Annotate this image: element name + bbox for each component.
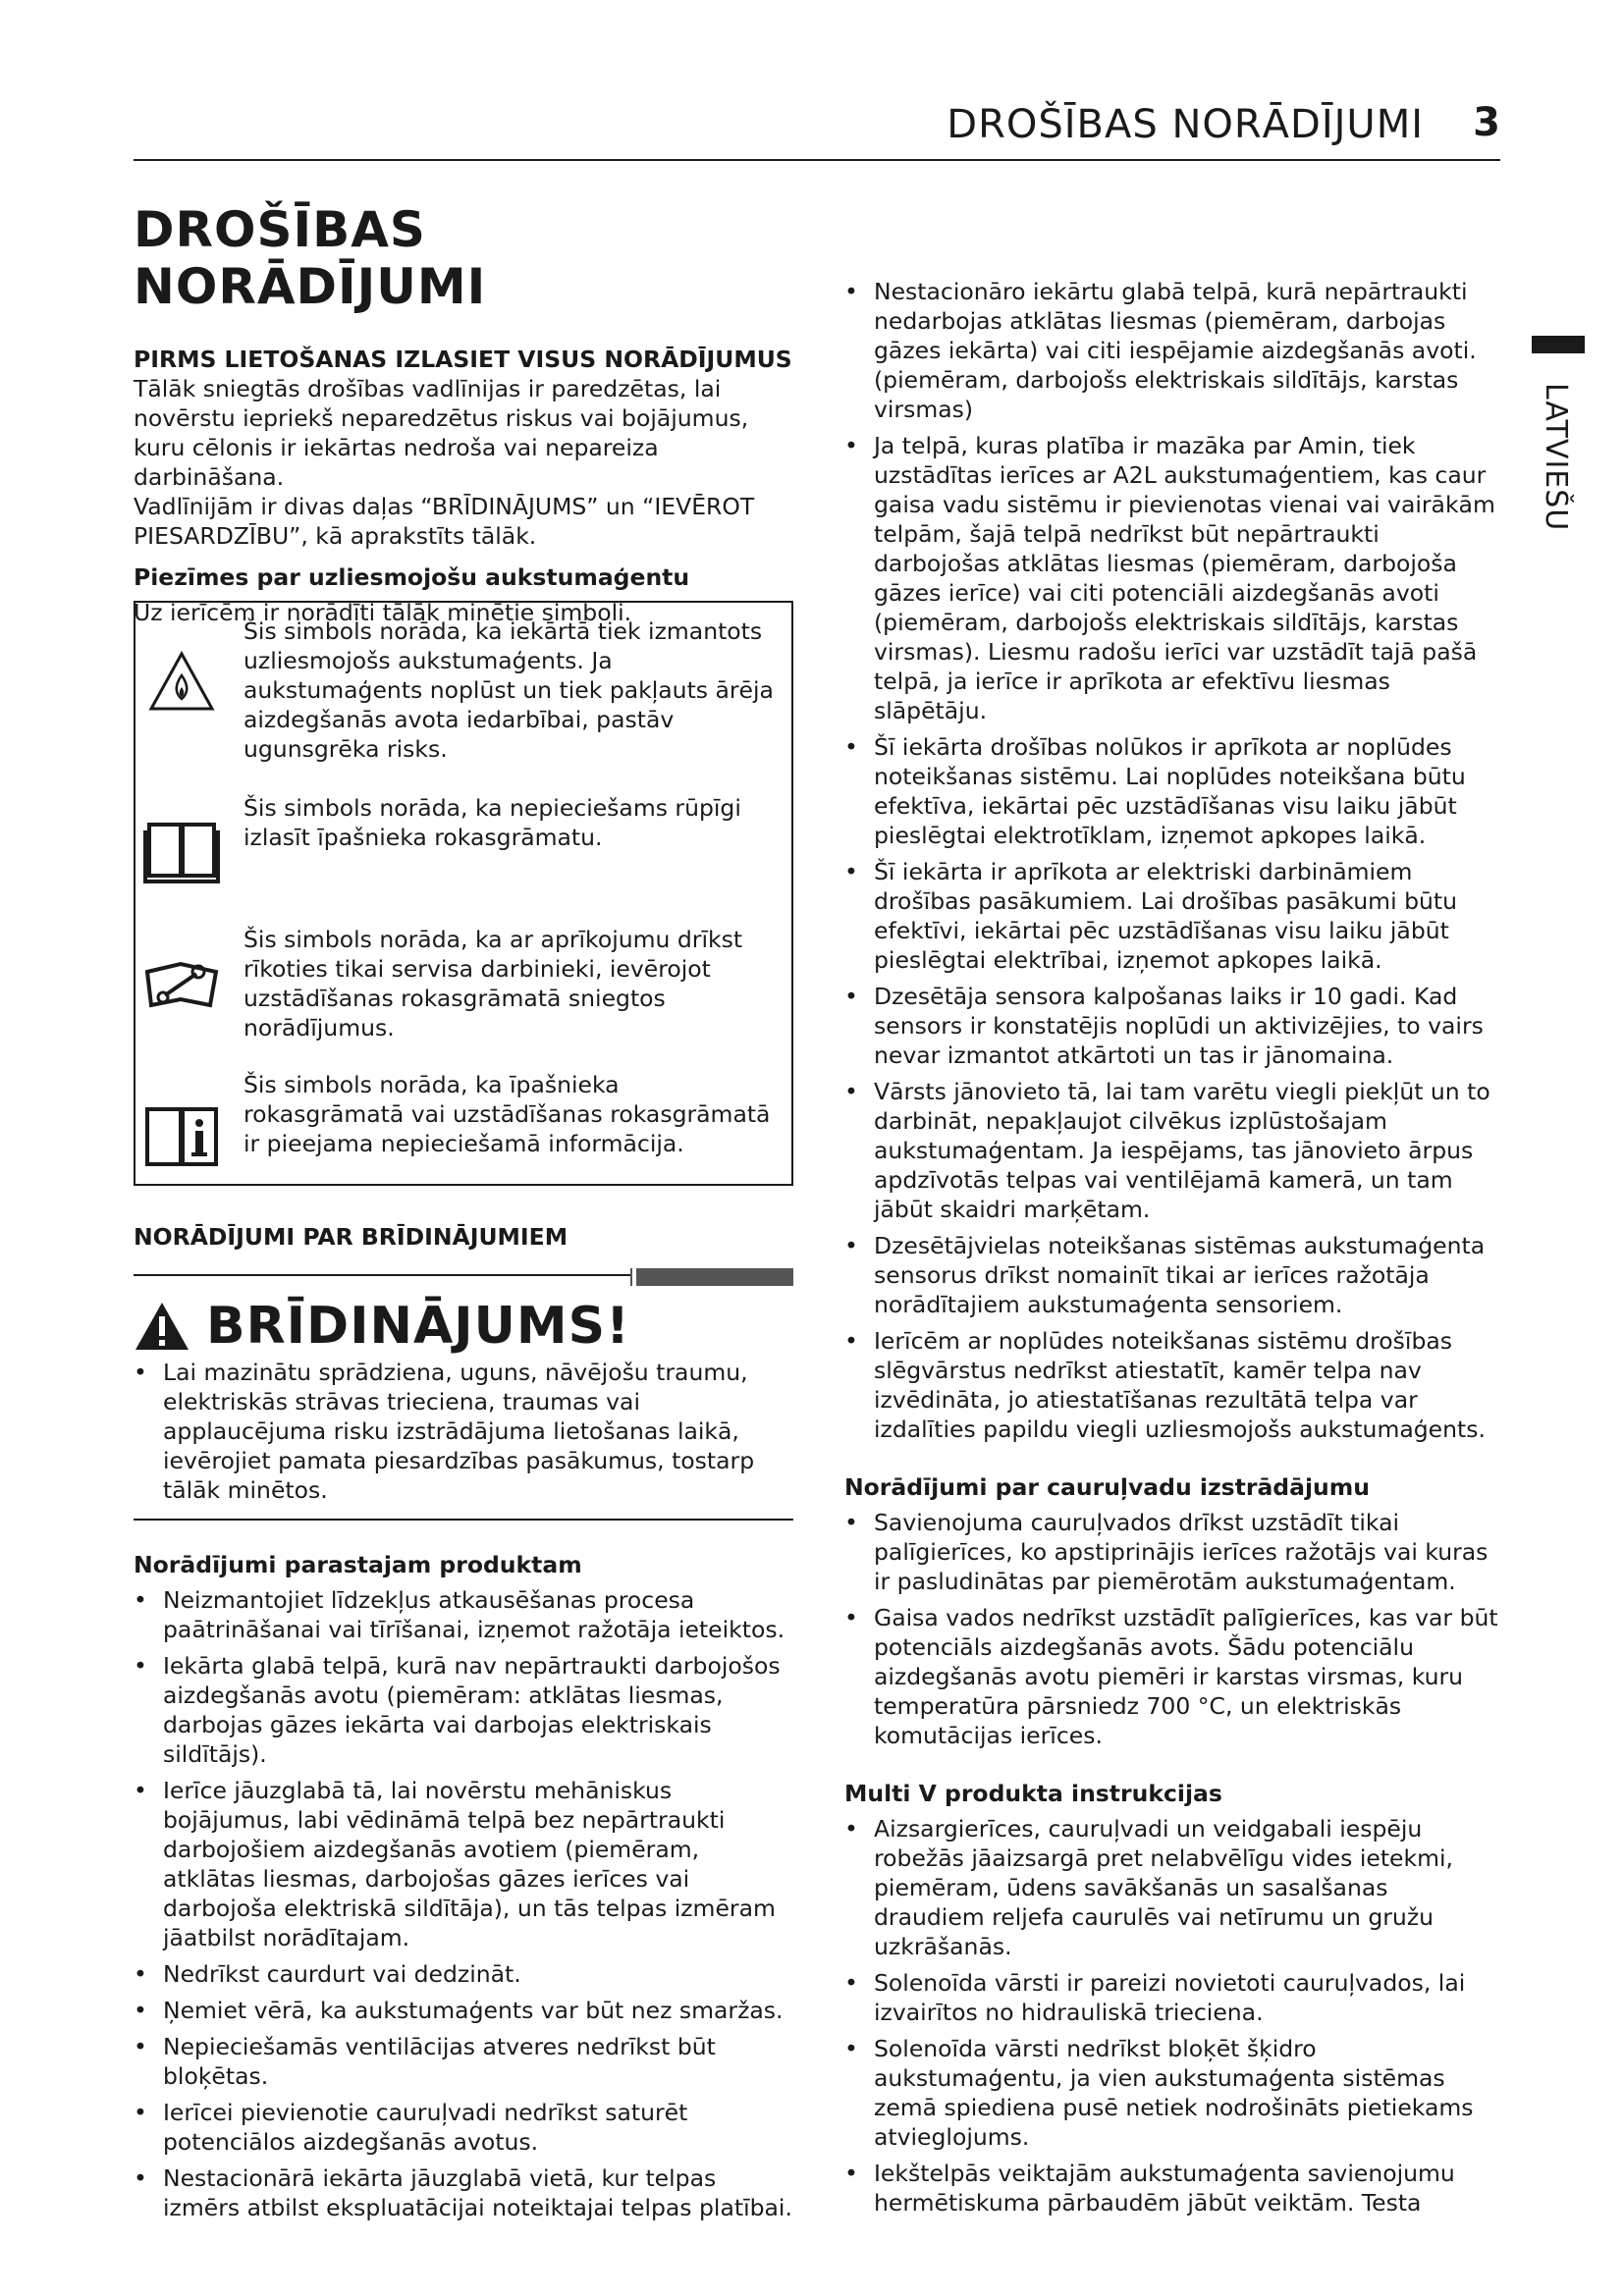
list-item: • Vārsts jānovieto tā, lai tam varētu viegli piekļūt un to darbināt, nepakļaujot cilvēkus izplūstošajam aukstumaģentam. Ja iespējams, tas jānovieto ārpus apdzīvotās telpas vai ventilējamā kamerā, un tam jābūt skaidri marķētam. [844, 1077, 1504, 1224]
right-column [844, 277, 1504, 2224]
list-item: • Iekštelpās veiktajām aukstumaģenta savienojumu hermētiskuma pārbaudēm jābūt veiktām. Testa [844, 2159, 1504, 2217]
list-item: • Dzesētājvielas noteikšanas sistēmas aukstumaģenta sensorus drīkst nomainīt tikai ar ierīces ražotāja norādītajiem aukstumaģenta sensoriem. [844, 1231, 1504, 1319]
list-item: • Šī iekārta ir aprīkota ar elektriski darbināmiem drošības pasākumiem. Lai drošības pasākumi būtu efektīvi, iekārtai pēc uzstādīšanas visu laiku jābūt pieslēgtai elektrībai, izņemot apkopes laikā. [844, 857, 1504, 975]
regular-product-heading: Norādījumi parastajam produktam [134, 1551, 582, 1578]
open-manual-icon [141, 811, 222, 891]
intro-paragraph: Tālāk sniegtās drošības vadlīnijas ir paredzētas, lai novērstu iepriekš neparedzētus riskus vai bojājumus, kuru cēlonis ir iekārtas nedroša vai nepareiza darbināšana. [134, 375, 749, 491]
warnings-section [134, 1222, 793, 1252]
symbol-description: Šis simbols norāda, ka iekārtā tiek izmantots uzliesmojošs aukstumaģents. Ja aukstumaģents noplūst un tiek pakļauts ārēja aizdegšanās avota iedarbībai, pastāv ugunsgrēka risks. [244, 617, 774, 763]
info-manual-icon [141, 1097, 222, 1178]
list-item: • Šī iekārta drošības nolūkos ir aprīkota ar noplūdes noteikšanas sistēmu. Lai noplūdes noteikšana būtu efektīva, iekārtai pēc uzstādīšanas visu laiku jābūt pieslēgtai elektrotīklam, izņemot apkopes laikā. [844, 732, 1504, 850]
list-item: • Nestacionāro iekārtu glabā telpā, kurā nepārtraukti nedarbojas atklātas liesmas (piemēram, darbojas gāzes iekārta) vai citi iespējamie aizdegšanās avoti. (piemēram, darbojošs elektriskais sildītājs, karstas virsmas) [844, 277, 1504, 424]
warning-intro-list [134, 1358, 793, 1505]
list-item: • Iekārta glabā telpā, kurā nav nepārtraukti darbojošos aizdegšanās avotu (piemēram: atklātas liesmas, darbojas gāzes iekārta vai darbojas elektriskais sildītājs). [134, 1651, 793, 1769]
warning-title: BRĪDINĀJUMS! [206, 1297, 630, 1356]
multi-v-heading: Multi V produkta instrukcijas [844, 1780, 1222, 1807]
intro-heading: PIRMS LIETOŠANAS IZLASIET VISUS NORĀDĪJUMUS [134, 346, 792, 373]
left-column [134, 201, 793, 627]
list-item: • Nestacionārā iekārta jāuzglabā vietā, kur telpas izmērs atbilst ekspluatācijai noteiktajai telpas platībai. [134, 2163, 793, 2222]
warning-body [134, 1358, 793, 2229]
warning-triangle-icon [134, 1301, 190, 1352]
warning-accent [630, 1268, 793, 1286]
list-item: • Savienojuma cauruļvados drīkst uzstādīt tikai palīgierīces, ko apstiprinājis ierīces ražotājs vai kuras ir pasludinātas par piemērotām aukstumaģentam. [844, 1508, 1504, 1596]
page-header [134, 94, 1500, 161]
list-item: • Neizmantojiet līdzekļus atkausēšanas procesa paātrināšanai vai tīrīšanai, izņemot ražotāja ieteiktos. [134, 1585, 793, 1644]
flammable-warning-icon [141, 640, 222, 721]
symbol-description: Šis simbols norāda, ka nepieciešams rūpīgi izlasīt īpašnieka rokasgrāmatu. [244, 794, 741, 851]
list-item: • Nedrīkst caurdurt vai dedzināt. [134, 1959, 793, 1989]
list-item: • Ierīce jāuzglabā tā, lai novērstu mehāniskus bojājumus, labi vēdināmā telpā bez nepārtraukti darbojošiem aizdegšanās avotiem (piemēram, atklātas liesmas, darbojošas gāzes ierīces vai darbojoša elektriskā sildītāja), un tās telpas izmēram jāatbilst norādītajam. [134, 1776, 793, 1952]
side-language-tab [1532, 383, 1585, 550]
intro-paragraph-parts: Vadlīnijām ir divas daļas “BRĪDINĀJUMS” un “IEVĒROT PIESARDZĪBU”, kā aprakstīts tālāk. [134, 493, 755, 550]
symbol-description: Šis simbols norāda, ka īpašnieka rokasgrāmatā vai uzstādīšanas rokasgrāmatā ir pieejama nepieciešamā informācija. [244, 1071, 771, 1157]
side-language-label: LATVIEŠU [1539, 383, 1573, 532]
list-item: • Ierīcei pievienotie cauruļvadi nedrīkst saturēt potenciālos aizdegšanās avotus. [134, 2098, 793, 2157]
list-item: • Aizsargierīces, cauruļvadi un veidgabali iespēju robežās jāaizsargā pret nelabvēlīgu vides ietekmi, piemēram, ūdens savākšanās un sasalšanas draudiem reljefa caurulēs vai netīrumu un gružu uzkrāšanās. [844, 1814, 1504, 1961]
refrigerant-heading: Piezīmes par uzliesmojošu aukstumaģentu [134, 563, 690, 591]
piping-list [844, 1508, 1504, 1750]
piping-heading: Norādījumi par cauruļvadu izstrādājumu [844, 1473, 1370, 1501]
warning-title-row [134, 1292, 630, 1361]
regular-product-list [134, 1585, 793, 2222]
service-manual-icon [141, 944, 222, 1025]
page-number: 3 [1473, 100, 1500, 145]
list-item: • Gaisa vados nedrīkst uzstādīt palīgierīces, kas var būt potenciāls aizdegšanās avots. Šādu potenciālu aizdegšanās avotu piemēri ir karstas virsmas, kuru temperatūra pārsniedz 700 °C, un elektriskās komutācijas ierīces. [844, 1603, 1504, 1750]
list-item: • Lai mazinātu sprādziena, uguns, nāvējošu traumu, elektriskās strāvas trieciena, traumas vai applaucējuma risku izstrādājuma lietošanas laikā, ievērojiet pamata piesardzības pasākumus, tostarp tālāk minētos. [134, 1358, 793, 1505]
right-list [844, 277, 1504, 1444]
multi-v-list [844, 1814, 1504, 2217]
refrigerant-text: Uz ierīcēm ir norādīti tālāk minētie simboli. [134, 599, 632, 626]
list-item: • Ņemiet vērā, ka aukstumaģents var būt nez smaržas. [134, 1996, 793, 2025]
list-item: • Ja telpā, kuras platība ir mazāka par Amin, tiek uzstādītas ierīces ar A2L aukstumaģentiem, kas caur gaisa vadu sistēmu ir pievienotas vienai vai vairākām telpām, šajā telpā nedrīkst būt nepārtraukti darbojošas atklātas liesmas (piemēram, darbojoša gāzes ierīce) vai citi potenciāli aizdegšanās avoti (piemēram, darbojošs elektriskais sildītājs, karstas virsmas). Liesmu radošu ierīci var uzstādīt tajā pašā telpā, ja ierīce ir aprīkota ar efektīvu liesmas slāpētāju. [844, 431, 1504, 725]
warnings-heading: NORĀDĪJUMI PAR BRĪDINĀJUMIEM [134, 1223, 568, 1251]
list-item: • Dzesētāja sensora kalpošanas laiks ir 10 gadi. Kad sensors ir konstatējis noplūdi un aktivizējies, to vairs nevar izmantot atkārtoti un tas ir jānomaina. [844, 982, 1504, 1070]
list-item: • Solenoīda vārsti nedrīkst bloķēt šķidro aukstumaģentu, ja vien aukstumaģenta sistēmas zemā spiediena pusē netiek nodrošināts pietiekams atvieglojums. [844, 2034, 1504, 2152]
side-tab-marker [1532, 336, 1585, 353]
header-title: DROŠĪBAS NORĀDĪJUMI [947, 102, 1424, 147]
symbol-description: Šis simbols norāda, ka ar aprīkojumu drīkst rīkoties tikai servisa darbinieki, ievērojot uzstādīšanas rokasgrāmatā sniegtos norādījumus. [244, 926, 743, 1041]
list-item: • Nepieciešamās ventilācijas atveres nedrīkst būt bloķētas. [134, 2032, 793, 2091]
list-item: • Ierīcēm ar noplūdes noteikšanas sistēmu drošības slēgvārstus nedrīkst atiestatīt, kamēr telpa nav izvēdināta, jo atiestatīšanas rezultātā telpa var izdalīties papildu viegli uzliesmojošs aukstumaģents. [844, 1326, 1504, 1444]
list-item: • Solenoīda vārsti ir pareizi novietoti cauruļvados, lai izvairītos no hidrauliskā trieciena. [844, 1968, 1504, 2027]
page-title: DROŠĪBAS NORĀDĪJUMI [134, 201, 487, 315]
symbols-box [134, 601, 793, 1186]
